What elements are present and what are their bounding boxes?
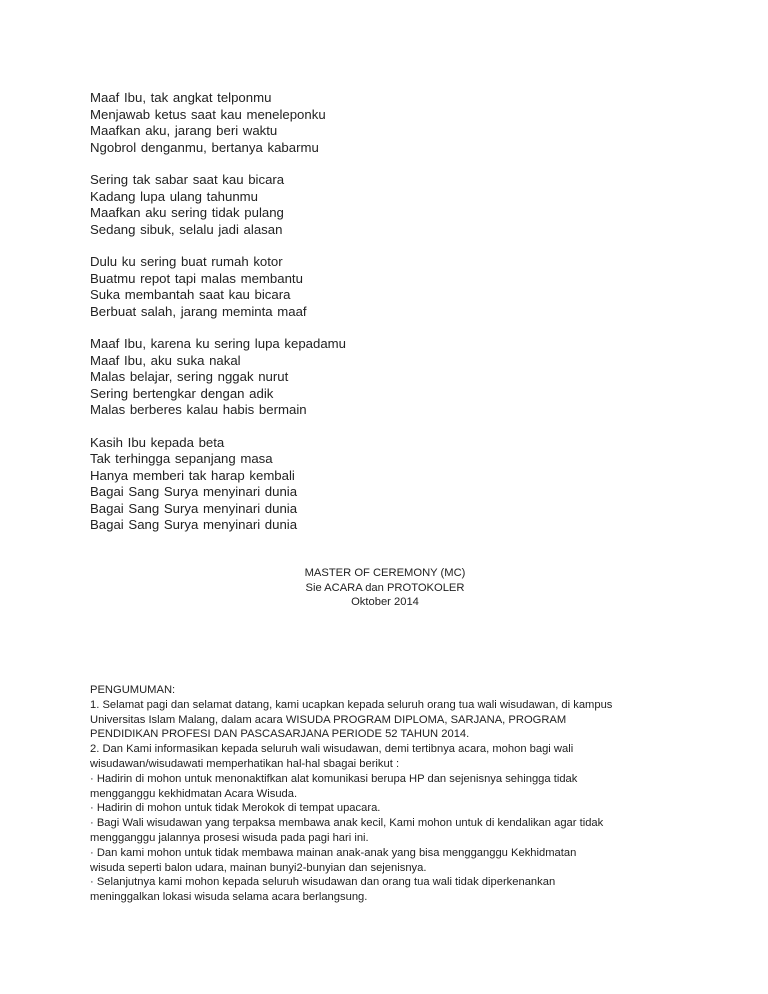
signature-block: [270, 566, 500, 610]
poem-line: Maafkan aku, jarang beri waktu: [90, 123, 278, 138]
poem-line: Sering tak sabar saat kau bicara: [90, 172, 285, 187]
poem-stanza: [90, 435, 690, 534]
announcement-line: 1. Selamat pagi dan selamat datang, kami ucapkan kepada seluruh orang tua wali wisudawan, di kampus: [90, 698, 613, 711]
announcement-line: mengganggu kekhidmatan Acara Wisuda.: [90, 787, 298, 800]
announcement-line: wisuda seperti balon udara, mainan bunyi2-bunyian dan sejenisnya.: [90, 861, 427, 874]
announcement-line: · Dan kami mohon untuk tidak membawa mainan anak-anak yang bisa mengganggu Kekhidmatan: [90, 846, 577, 859]
poem: [90, 90, 690, 550]
poem-line: Suka membantah saat kau bicara: [90, 287, 291, 302]
announcement-line: meninggalkan lokasi wisuda selama acara berlangsung.: [90, 891, 368, 904]
poem-line: Hanya memberi tak harap kembali: [90, 467, 295, 483]
poem-line: Ngobrol denganmu, bertanya kabarmu: [90, 139, 319, 155]
announcement-line: · Selanjutnya kami mohon kepada seluruh wisudawan dan orang tua wali tidak diperkenankan: [90, 876, 556, 889]
announcement-line: 2. Dan Kami informasikan kepada seluruh wali wisudawan, demi tertibnya acara, mohon bagi wali: [90, 743, 574, 756]
signature-division: Sie ACARA dan PROTOKOLER: [305, 581, 465, 594]
poem-line: Maaf Ibu, aku suka nakal: [90, 352, 241, 368]
poem-line: Kasih Ibu kepada beta: [90, 434, 225, 450]
poem-line: Kadang lupa ulang tahunmu: [90, 188, 258, 204]
poem-stanza: [90, 90, 690, 156]
poem-line: Berbuat salah, jarang meminta maaf: [90, 303, 307, 319]
announcement-line: · Hadirin di mohon untuk menonaktifkan alat komunikasi berupa HP dan sejenisnya sehingga tidak: [90, 772, 578, 785]
announcement-heading: PENGUMUMAN:: [90, 684, 176, 696]
poem-line: Tak terhingga sepanjang masa: [90, 451, 273, 466]
poem-line: Sedang sibuk, selalu jadi alasan: [90, 221, 283, 237]
poem-line: Malas berberes kalau habis bermain: [90, 402, 307, 417]
announcement-line: Universitas Islam Malang, dalam acara WISUDA PROGRAM DIPLOMA, SARJANA, PROGRAM: [90, 713, 567, 726]
poem-line: Malas belajar, sering nggak nurut: [90, 369, 289, 384]
poem-line: Bagai Sang Surya menyinari dunia: [90, 484, 298, 499]
poem-line: Menjawab ketus saat kau meneleponku: [90, 106, 326, 122]
poem-stanza: [90, 254, 690, 320]
poem-line: Bagai Sang Surya menyinari dunia: [90, 500, 298, 516]
announcement-line: mengganggu jalannya prosesi wisuda pada pagi hari ini.: [90, 831, 369, 844]
poem-stanza: [90, 336, 690, 419]
poem-line: Sering bertengkar dengan adik: [90, 385, 274, 401]
signature-role: MASTER OF CEREMONY (MC): [304, 567, 466, 579]
announcement-line: wisudawan/wisudawati memperhatikan hal-hal sbagai berikut :: [90, 757, 400, 770]
announcement-line: · Bagi Wali wisudawan yang terpaksa membawa anak kecil, Kami mohon untuk di kendalikan agar tidak: [90, 817, 604, 830]
signature-date: Oktober 2014: [351, 596, 419, 608]
announcement-line: · Hadirin di mohon untuk tidak Merokok di tempat upacara.: [90, 802, 381, 815]
poem-line: Dulu ku sering buat rumah kotor: [90, 254, 283, 269]
poem-stanza: [90, 172, 690, 238]
poem-line: Maafkan aku sering tidak pulang: [90, 205, 284, 220]
poem-line: Maaf Ibu, karena ku sering lupa kepadamu: [90, 336, 346, 351]
poem-line: Bagai Sang Surya menyinari dunia: [90, 517, 298, 532]
poem-line: Maaf Ibu, tak angkat telponmu: [90, 90, 272, 105]
announcement-line: PENDIDIKAN PROFESI DAN PASCASARJANA PERIODE 52 TAHUN 2014.: [90, 728, 470, 741]
poem-line: Buatmu repot tapi malas membantu: [90, 270, 303, 286]
announcement: [90, 683, 690, 905]
